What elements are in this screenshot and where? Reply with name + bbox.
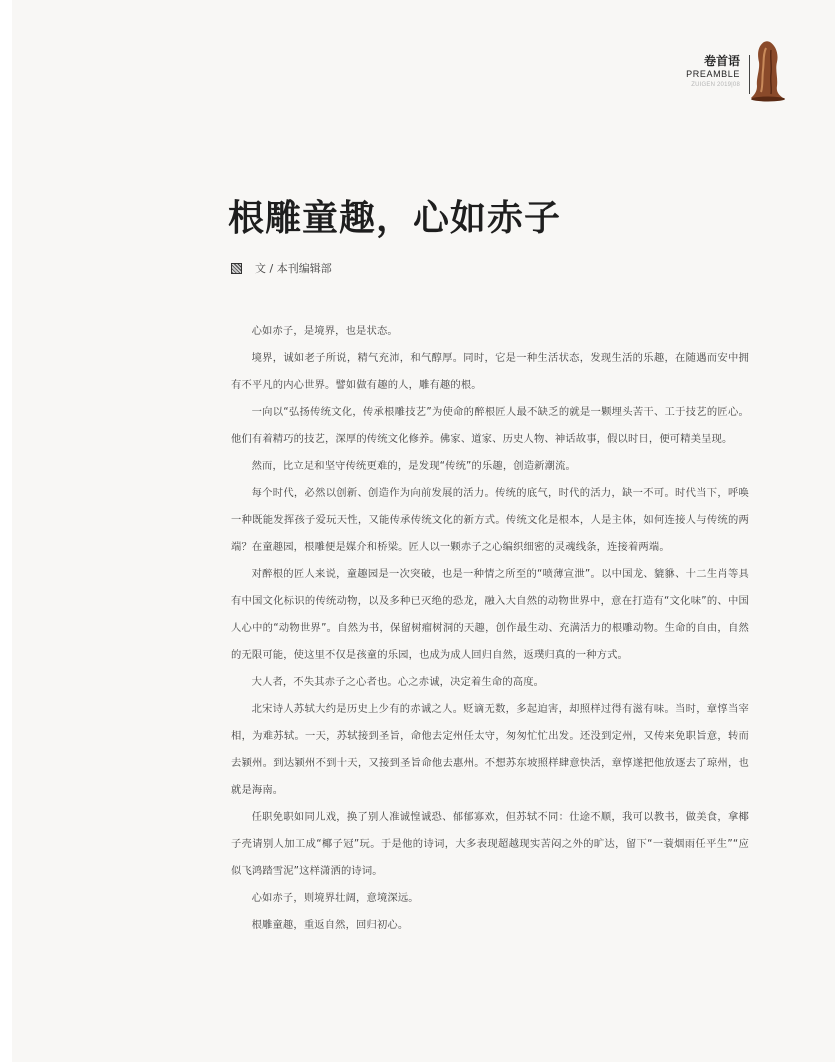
paragraph: 心如赤子，是境界，也是状态。 (251, 325, 398, 337)
issue-line: ZUIGEN 2019|08 (691, 82, 740, 88)
paragraph: 心如赤子，则境界壮阔，意境深远。 (251, 892, 419, 904)
paragraph: 北宋诗人苏轼大约是历史上少有的赤诚之人。贬谪无数，多起迫害，却照样过得有滋有味。当时，章惇当宰相，为难苏轼。一天，苏轼接到圣旨，命他去定州任太守，匆匆忙忙出发。还没到定州，又传来免职旨意，转而去颍州。到达颍州不到十天，又接到圣旨命他去惠州。不想苏东坡照样肆意快活，章惇遂把他放逐去了琼州，也就是海南。 (231, 703, 749, 796)
section-header (686, 54, 740, 90)
paragraph: 境界，诚如老子所说，精气充沛，和气醇厚。同时，它是一种生活状态，发现生活的乐趣，在随遇而安中拥有不平凡的内心世界。譬如做有趣的人，雕有趣的根。 (231, 352, 749, 391)
section-label-en: PREAMBLE (686, 69, 740, 79)
article-title: 根雕童趣，心如赤子 (228, 197, 562, 239)
paragraph: 大人者，不失其赤子之心者也。心之赤诚，决定着生命的高度。 (251, 676, 545, 688)
paragraph: 然而，比立足和坚守传统更难的，是发现“传统”的乐趣，创造新潮流。 (251, 460, 576, 472)
paragraph: 每个时代，必然以创新、创造作为向前发展的活力。传统的底气，时代的活力，缺一不可。时代当下，呼唤一种既能发挥孩子爱玩天性，又能传承传统文化的新方式。传统文化是根本，人是主体，如何连接人与传统的两端？在童趣园，根雕便是媒介和桥梁。匠人以一颗赤子之心编织细密的灵魂线条，连接着两端。 (231, 487, 749, 553)
section-label-cn: 卷首语 (703, 54, 740, 68)
root-carving-icon (748, 40, 788, 102)
paragraph: 对醉根的匠人来说，童趣园是一次突破，也是一种情之所至的“喷薄宣泄”。以中国龙、貔貅、十二生肖等具有中国文化标识的传统动物，以及多种已灭绝的恐龙，融入大自然的动物世界中，意在打造有“文化味”的、中国人心中的“动物世界”。自然为书，保留树瘤树洞的天趣，创作最生动、充满活力的根雕动物。生命的自由，自然的无限可能，使这里不仅是孩童的乐园，也成为成人回归自然，返璞归真的一种方式。 (231, 568, 749, 661)
page-gutter (0, 0, 12, 1062)
article-body (231, 318, 749, 939)
hatched-square-icon (231, 263, 242, 274)
paragraph: 任职免职如同儿戏，换了别人准诚惶诚恐、郁郁寡欢，但苏轼不同：仕途不顺，我可以教书，做美食，拿椰子壳请别人加工成“椰子冠”玩。于是他的诗词，大多表现超越现实苦闷之外的旷达，留下“一蓑烟雨任平生”“应似飞鸿踏雪泥”这样潇洒的诗词。 (231, 811, 749, 877)
paragraph: 根雕童趣，重返自然，回归初心。 (251, 919, 409, 931)
paragraph: 一向以“弘扬传统文化，传承根雕技艺”为使命的醉根匠人最不缺乏的就是一颗埋头苦干、工于技艺的匠心。他们有着精巧的技艺，深厚的传统文化修养。佛家、道家、历史人物、神话故事，假以时日，便可精美呈现。 (231, 406, 749, 445)
byline-text: 文 / 本刊编辑部 (255, 262, 332, 275)
byline (231, 260, 332, 276)
